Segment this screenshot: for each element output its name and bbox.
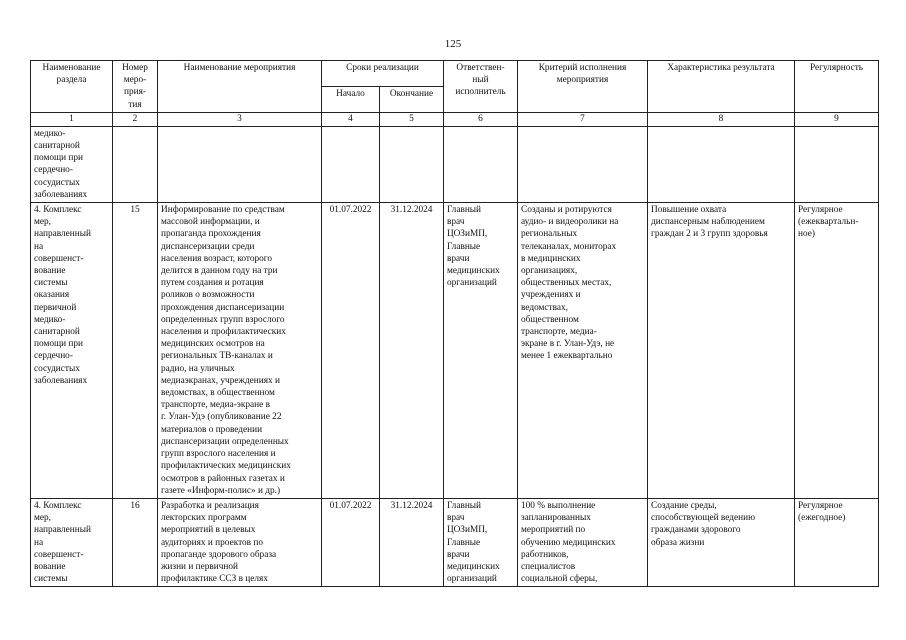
regularity-cell: Регулярное (ежеквартальн- ное) — [795, 203, 879, 499]
column-number: 8 — [648, 112, 795, 126]
table-row — [31, 498, 879, 586]
column-numbers-row — [31, 112, 879, 126]
header-number: Номер меро- прия- тия — [113, 61, 158, 113]
responsible-cell: Главный врач ЦОЗиМП, Главные врачи медицинских организаций — [444, 498, 518, 586]
table-row — [31, 203, 879, 499]
header-result: Характеристика результата — [648, 61, 795, 113]
header-regularity: Регулярность — [795, 61, 879, 113]
column-number: 7 — [518, 112, 648, 126]
section-cell: медико- санитарной помощи при сердечно- сосудистых заболеваниях — [31, 126, 113, 202]
start-date-cell: 01.07.2022 — [322, 203, 380, 499]
result-cell: Повышение охвата диспансерным наблюдением граждан 2 и 3 групп здоровья — [648, 203, 795, 499]
plan-table — [30, 60, 879, 587]
criterion-cell: Созданы и ротируются аудио- и видеоролики на региональных телеканалах, мониторах в медицинских организациях, общественных местах, учреждениях и ведомствах, общественном транспорте, медиа- экране в г. Улан-Удэ, не менее 1 ежеквартально — [518, 203, 648, 499]
column-number: 5 — [380, 112, 444, 126]
column-number: 4 — [322, 112, 380, 126]
page-number: 125 — [444, 38, 462, 50]
header-terms: Сроки реализации — [322, 61, 444, 87]
header-start: Начало — [322, 86, 380, 112]
section-cell: 4. Комплекс мер, направленный на совершенст- вование системы оказания первичной медико- санитарной помощи при сердечно- сосудистых заболеваниях — [31, 203, 113, 499]
start-date-cell: 01.07.2022 — [322, 498, 380, 586]
column-number: 6 — [444, 112, 518, 126]
column-number: 3 — [158, 112, 322, 126]
header-section: Наименование раздела — [31, 61, 113, 113]
column-number: 1 — [31, 112, 113, 126]
event-name-cell: Информирование по средствам массовой информации, и пропаганда прохождения диспансеризации среди населения возраст, которого делится в данном году на три путем создания и ротация роликов о возможности прохождения диспансеризации определенных групп взрослого населения и профилактических медицинских осмотров на региональных ТВ-каналах и радио, на уличных медиаэкранах, учреждениях и ведомствах, в общественном транспорте, медиа-экране в г. Улан-Удэ (опубликование 22 материалов о проведении диспансеризации определенных групп взрослого населения и профилактических медицинских осмотров в районных газетах и газете «Информ-полис» и др.) — [158, 203, 322, 499]
number-cell: 16 — [113, 498, 158, 586]
column-number: 2 — [113, 112, 158, 126]
end-date-cell: 31.12.2024 — [380, 203, 444, 499]
result-cell: Создание среды, способствующей ведению гражданами здорового образа жизни — [648, 498, 795, 586]
section-cell: 4. Комплекс мер, направленный на совершенст- вование системы — [31, 498, 113, 586]
criterion-cell: 100 % выполнение запланированных мероприятий по обучению медицинских работников, специалистов социальной сферы, — [518, 498, 648, 586]
header-row — [31, 61, 879, 87]
responsible-cell: Главный врач ЦОЗиМП, Главные врачи медицинских организаций — [444, 203, 518, 499]
continuation-row — [31, 126, 879, 202]
header-criterion: Критерий исполнения мероприятия — [518, 61, 648, 113]
column-number: 9 — [795, 112, 879, 126]
header-name: Наименование мероприятия — [158, 61, 322, 113]
event-name-cell: Разработка и реализация лекторских программ мероприятий в целевых аудиториях и проектов по пропаганде здорового образа жизни и первичной профилактике ССЗ в целях — [158, 498, 322, 586]
regularity-cell: Регулярное (ежегодное) — [795, 498, 879, 586]
end-date-cell: 31.12.2024 — [380, 498, 444, 586]
number-cell: 15 — [113, 203, 158, 499]
header-responsible: Ответствен- ный исполнитель — [444, 61, 518, 113]
header-end: Окончание — [380, 86, 444, 112]
